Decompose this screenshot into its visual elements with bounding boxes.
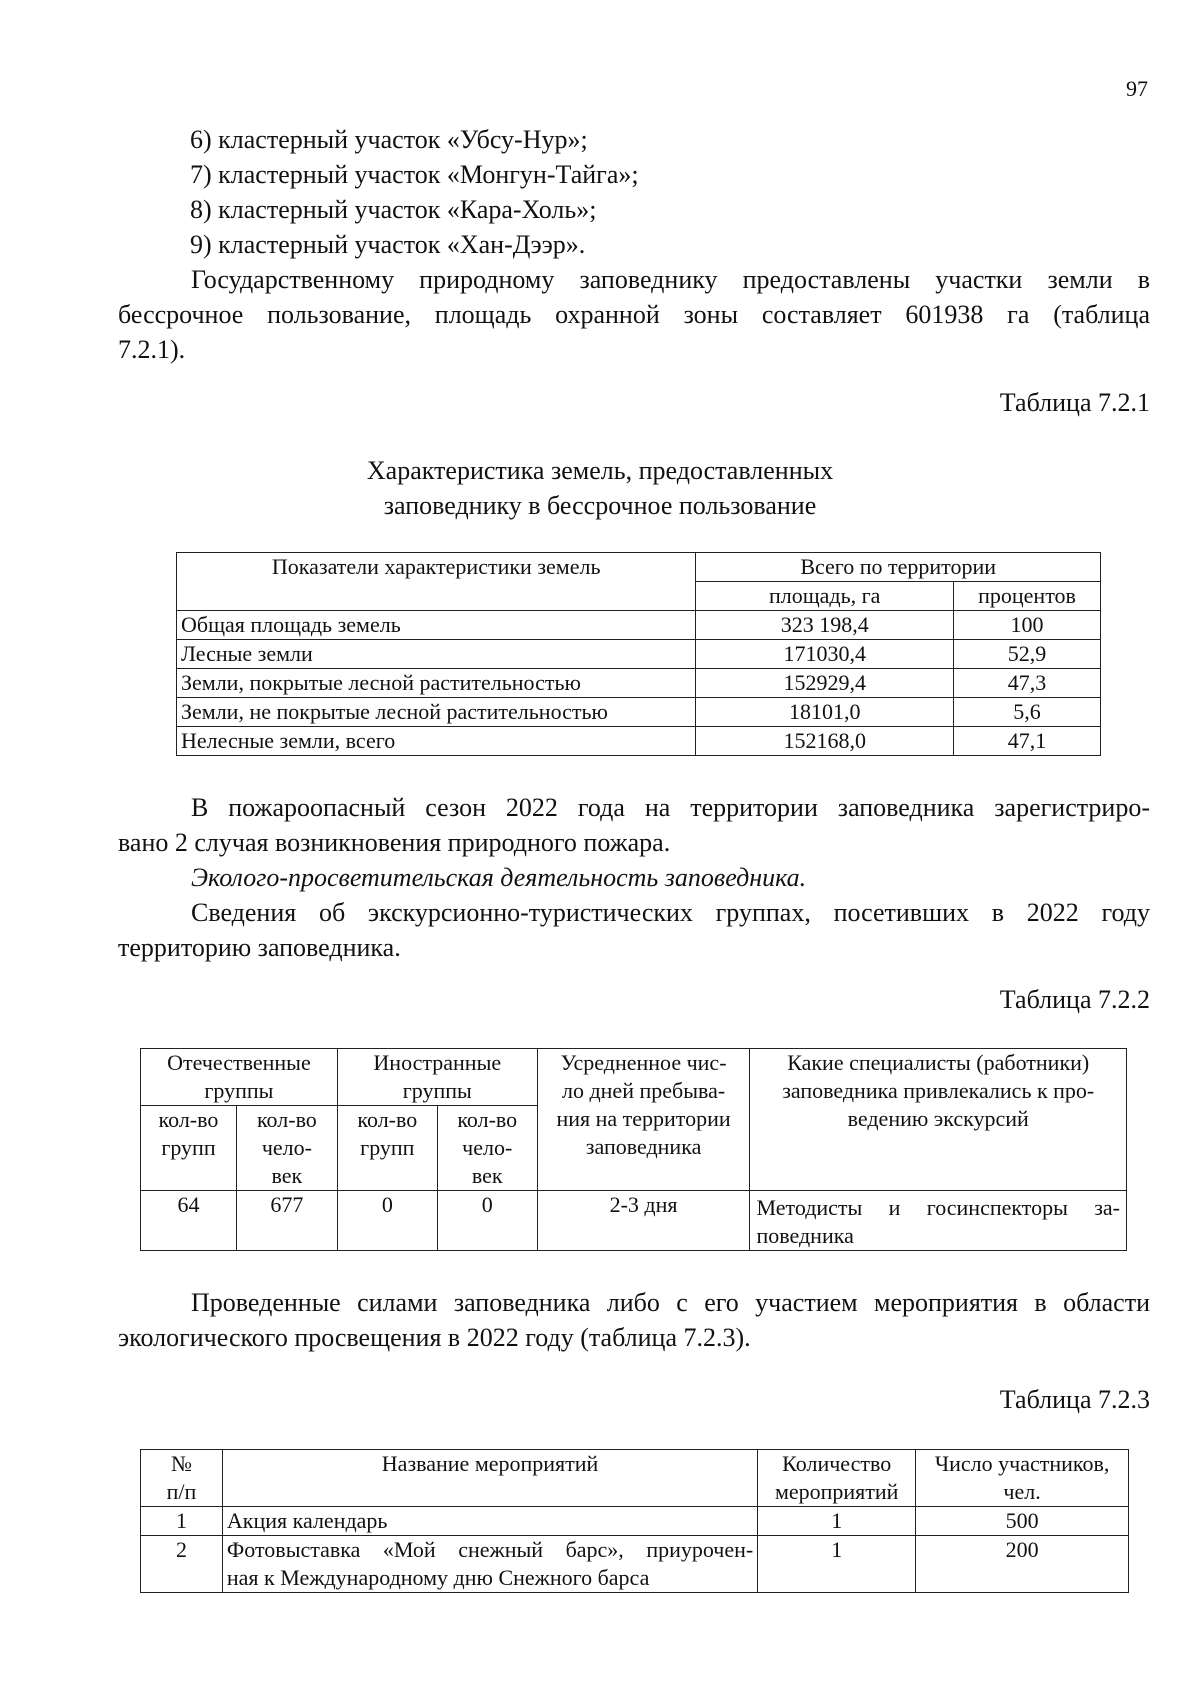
events-table bbox=[140, 1449, 1129, 1593]
table-row: Нелесные земли, всего 152168,0 47,1 bbox=[177, 727, 1101, 756]
cluster-list bbox=[190, 122, 639, 262]
table-row: Земли, покрытые лесной растительностью 152929,4 47,3 bbox=[177, 669, 1101, 698]
header-staff: Какие специалисты (работники) заповедника привлекались к про- ведению экскурсий bbox=[750, 1049, 1127, 1191]
subheader-people: кол-во чело- век bbox=[437, 1106, 537, 1191]
subheader-people: кол-во чело- век bbox=[236, 1106, 337, 1191]
table-row: 64 677 0 0 2-3 дня Методисты и госинспекторы за- поведника bbox=[141, 1191, 1127, 1251]
header-name: Название мероприятий bbox=[222, 1450, 757, 1507]
header-percent: процентов bbox=[954, 582, 1101, 611]
list-item: 8) кластерный участок «Кара-Холь»; bbox=[190, 195, 597, 224]
list-item: 6) кластерный участок «Убсу-Нур»; bbox=[190, 125, 588, 154]
header-count: Количество мероприятий bbox=[758, 1450, 916, 1507]
list-item: 7) кластерный участок «Монгун-Тайга»; bbox=[190, 160, 639, 189]
paragraph-land-use: Государственному природному заповеднику предоставлены участки земли в бессрочное пользование, площадь охранной зоны составляет 601938 га (таблица 7.2.1). bbox=[118, 265, 1150, 364]
table-row: Общая площадь земель 323 198,4 100 bbox=[177, 611, 1101, 640]
header-foreign: Иностранные группы bbox=[337, 1049, 537, 1106]
table-row: Земли, не покрытые лесной растительностью 18101,0 5,6 bbox=[177, 698, 1101, 727]
table-row: Лесные земли 171030,4 52,9 bbox=[177, 640, 1101, 669]
header-participants: Число участников, чел. bbox=[916, 1450, 1129, 1507]
subheader-groups: кол-во групп bbox=[337, 1106, 437, 1191]
table-title: Характеристика земель, предоставленных заповеднику в бессрочное пользование bbox=[366, 456, 834, 520]
table-row: 1 Акция календарь 1 500 bbox=[141, 1507, 1129, 1536]
header-days: Усредненное чис- ло дней пребыва- ния на территории заповедника bbox=[537, 1049, 750, 1191]
table-caption: Таблица 7.2.3 bbox=[999, 1385, 1150, 1414]
header-domestic: Отечественные группы bbox=[141, 1049, 338, 1106]
event-name-cell: Фотовыставка «Мой снежный барс», приурочен- ная к Международному дню Снежного барса bbox=[222, 1536, 757, 1593]
section-heading: Эколого-просветительская деятельность заповедника. bbox=[191, 863, 807, 892]
header-area: площадь, га bbox=[696, 582, 954, 611]
paragraph-fires: В пожароопасный сезон 2022 года на территории заповедника зарегистриро- вано 2 случая возникновения природного пожара. Эколого-просветительская деятельность заповедника. Сведения об экскурсионно-туристических группах, посетивших в 2022 году территорию заповедника. bbox=[118, 793, 1150, 962]
subheader-groups: кол-во групп bbox=[141, 1106, 237, 1191]
table-caption: Таблица 7.2.2 bbox=[999, 985, 1150, 1014]
header-indicators: Показатели характеристики земель bbox=[177, 553, 696, 611]
header-num: № п/п bbox=[141, 1450, 223, 1507]
list-item: 9) кластерный участок «Хан-Дээр». bbox=[190, 230, 586, 259]
excursion-table bbox=[140, 1048, 1127, 1251]
paragraph-events: Проведенные силами заповедника либо с его участием мероприятия в области экологического просвещения в 2022 году (таблица 7.2.3). bbox=[118, 1288, 1150, 1352]
header-total: Всего по территории bbox=[696, 553, 1101, 582]
table-caption: Таблица 7.2.1 bbox=[999, 388, 1150, 417]
table-row: 2 Фотовыставка «Мой снежный барс», приурочен- ная к Международному дню Снежного барса 1 200 bbox=[141, 1536, 1129, 1593]
page-number: 97 bbox=[1126, 76, 1148, 101]
land-table bbox=[176, 552, 1101, 756]
staff-cell: Методисты и госинспекторы за- поведника bbox=[750, 1191, 1127, 1251]
